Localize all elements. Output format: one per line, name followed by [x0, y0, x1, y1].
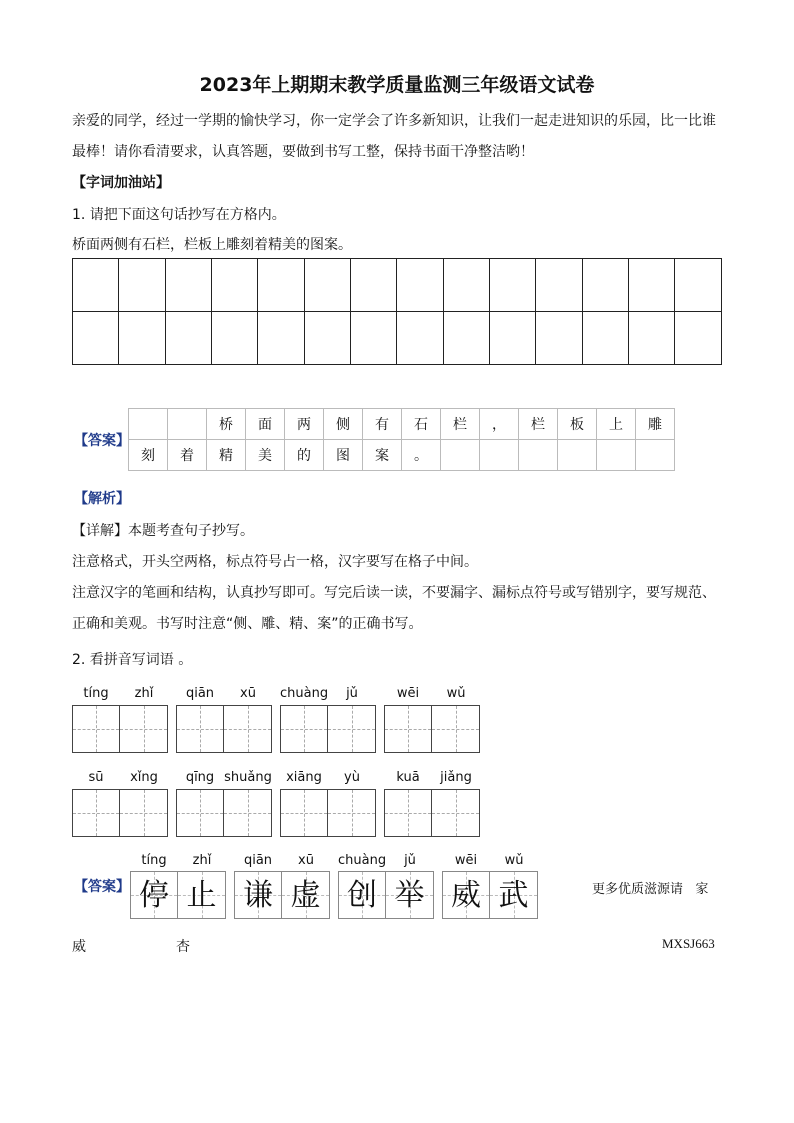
answer-character: 谦 [243, 878, 273, 913]
pinyin-syllable: zhǐ [192, 853, 212, 868]
tianzige-box[interactable] [176, 705, 224, 753]
answer-cell [519, 440, 558, 471]
answer-cell [558, 440, 597, 471]
answer-cell [597, 440, 636, 471]
tianzige-box[interactable] [432, 789, 480, 837]
answer-character: 停 [139, 878, 169, 913]
answer-cell: 刻 [129, 440, 168, 471]
tianzige-box[interactable] [72, 705, 120, 753]
answer-cell [441, 440, 480, 471]
answer-cell: 。 [402, 440, 441, 471]
pinyin-syllable: jǔ [404, 853, 416, 868]
grid-row [73, 259, 722, 312]
answer-character: 举 [394, 878, 425, 913]
answer-character-box [178, 871, 226, 919]
answer-cell: 图 [324, 440, 363, 471]
tianzige-box[interactable] [120, 789, 168, 837]
answer-character-box [490, 871, 538, 919]
tianzige-box[interactable] [432, 705, 480, 753]
pinyin-syllable: chuàng [280, 686, 329, 701]
pinyin-syllable: jǔ [346, 686, 358, 701]
answer-character-box [282, 871, 330, 919]
answer-character-box [338, 871, 386, 919]
answer-cell: 侧 [324, 409, 363, 440]
pinyin-syllable: chuàng [338, 853, 387, 868]
pinyin-syllable: jiǎng [440, 770, 472, 785]
question-1-sentence: 桥面两侧有石栏，栏板上雕刻着精美的图案。 [72, 237, 352, 253]
pinyin-syllable: xū [240, 686, 256, 701]
answer-1-table [128, 408, 675, 471]
answer-character: 止 [186, 878, 217, 913]
answer-cell: 有 [363, 409, 402, 440]
tianzige-box[interactable] [176, 789, 224, 837]
pinyin-syllable: wēi [396, 686, 420, 701]
pinyin-syllable: zhǐ [134, 686, 154, 701]
detail-line-1: 【详解】本题考查句子抄写。 [72, 523, 254, 539]
answer-2-pinyin [130, 853, 546, 868]
pinyin-syllable: yù [344, 770, 360, 785]
writing-boxes-row-2[interactable] [72, 789, 488, 837]
answer-cell [480, 440, 519, 471]
answer-character: 虚 [290, 878, 321, 913]
answer-cell: 栏 [519, 409, 558, 440]
pinyin-syllable: qiān [243, 853, 273, 868]
answer-row [129, 409, 675, 440]
answer-cell [129, 409, 168, 440]
pinyin-syllable: tíng [141, 853, 167, 868]
answer-cell [636, 440, 675, 471]
footer-code: MXSJ663 [662, 936, 715, 951]
answer-cell: 石 [402, 409, 441, 440]
answer-cell: ， [480, 409, 519, 440]
tianzige-box[interactable] [280, 789, 328, 837]
pinyin-syllable: xiāng [286, 770, 322, 785]
answer-row [129, 440, 675, 471]
question-1-prompt: 1. 请把下面这句话抄写在方格内。 [72, 207, 286, 223]
answer-cell [168, 409, 207, 440]
question-2-prompt: 2. 看拼音写词语 。 [72, 652, 193, 668]
answer-label-1: 【答案】 [74, 433, 130, 449]
tianzige-box[interactable] [384, 789, 432, 837]
answer-cell: 的 [285, 440, 324, 471]
tianzige-box[interactable] [328, 789, 376, 837]
answer-label-2: 【答案】 [74, 879, 130, 895]
copy-writing-grid[interactable] [72, 258, 722, 365]
tianzige-box[interactable] [72, 789, 120, 837]
pinyin-syllable: shuǎng [224, 770, 272, 785]
tianzige-box[interactable] [280, 705, 328, 753]
intro-line-2: 最棒！请你看清要求，认真答题，要做到书写工整，保持书面干净整洁哟！ [72, 144, 534, 160]
answer-character-box [234, 871, 282, 919]
writing-boxes-row-1[interactable] [72, 705, 488, 753]
detail-line-2: 注意格式，开头空两格，标点符号占一格，汉字要写在格子中间。 [72, 554, 478, 570]
answer-cell: 精 [207, 440, 246, 471]
pinyin-syllable: qiān [185, 686, 215, 701]
answer-cell: 栏 [441, 409, 480, 440]
pinyin-syllable: qīng [185, 770, 215, 785]
answer-character-box [386, 871, 434, 919]
pinyin-syllable: wǔ [504, 853, 524, 868]
answer-character-box [130, 871, 178, 919]
answer-cell: 两 [285, 409, 324, 440]
pinyin-row-1 [72, 686, 488, 701]
answer-2-characters [130, 871, 546, 919]
answer-cell: 美 [246, 440, 285, 471]
answer-cell: 案 [363, 440, 402, 471]
answer-character: 威 [451, 878, 481, 913]
tianzige-box[interactable] [224, 705, 272, 753]
analysis-label: 【解析】 [74, 491, 130, 507]
pinyin-syllable: kuā [396, 770, 420, 785]
tianzige-box[interactable] [384, 705, 432, 753]
footer-left: 威 [72, 939, 86, 955]
pinyin-syllable: wǔ [446, 686, 466, 701]
answer-cell: 上 [597, 409, 636, 440]
pinyin-syllable: xū [298, 853, 314, 868]
answer-cell: 桥 [207, 409, 246, 440]
answer-character: 创 [347, 878, 377, 913]
page-title: 2023年上期期末教学质量监测三年级语文试卷 [199, 74, 595, 96]
pinyin-syllable: sū [88, 770, 104, 785]
answer-cell: 着 [168, 440, 207, 471]
detail-line-3: 注意汉字的笔画和结构，认真抄写即可。写完后读一读，不要漏字、漏标点符号或写错别字，要写规范、 [72, 585, 716, 601]
section-heading: 【字词加油站】 [72, 175, 170, 191]
detail-line-4: 正确和美观。书写时注意“侧、雕、精、案”的正确书写。 [72, 616, 423, 632]
pinyin-syllable: xǐng [130, 770, 158, 785]
tianzige-box[interactable] [328, 705, 376, 753]
tianzige-box[interactable] [224, 789, 272, 837]
side-note: 更多优质滋源请 家 [592, 882, 709, 897]
pinyin-syllable: wēi [454, 853, 478, 868]
grid-row [73, 312, 722, 365]
footer-mid: 杏 [176, 939, 190, 955]
tianzige-box[interactable] [120, 705, 168, 753]
answer-character-box [442, 871, 490, 919]
answer-cell: 雕 [636, 409, 675, 440]
answer-character: 武 [498, 878, 529, 913]
answer-cell: 板 [558, 409, 597, 440]
pinyin-syllable: tíng [83, 686, 109, 701]
answer-cell: 面 [246, 409, 285, 440]
intro-line-1: 亲爱的同学，经过一学期的愉快学习，你一定学会了许多新知识，让我们一起走进知识的乐园，比一比谁 [72, 113, 716, 129]
pinyin-row-2 [72, 770, 488, 785]
